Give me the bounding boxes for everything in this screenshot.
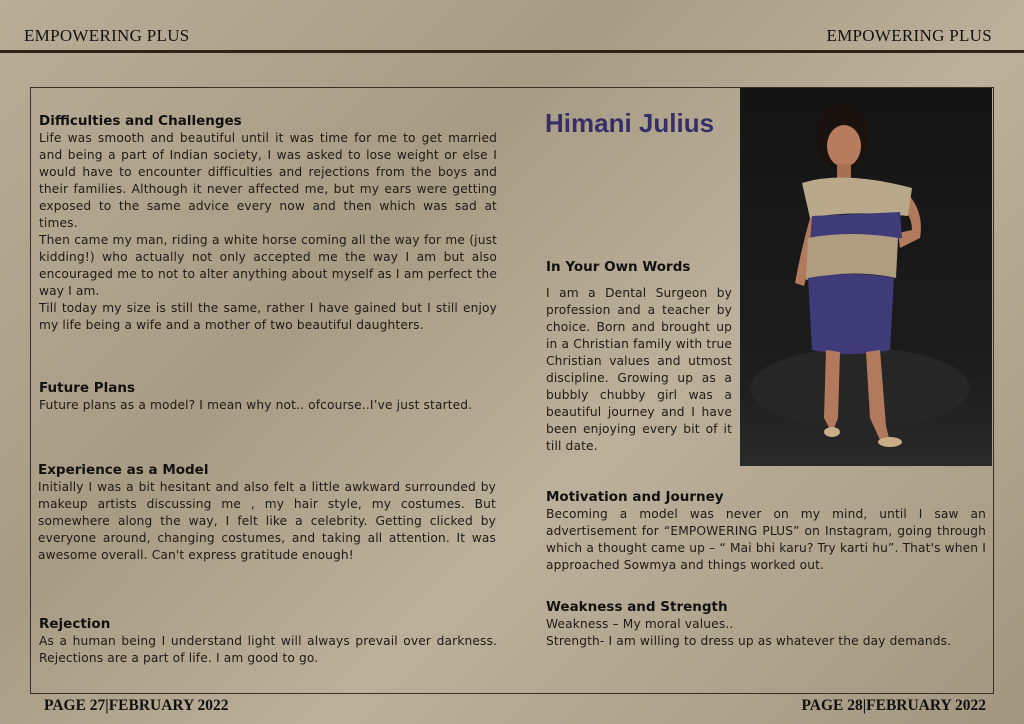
section-experience: [38, 462, 496, 564]
header-right-title: EMPOWERING PLUS: [826, 26, 992, 45]
paragraph: Becoming a model was never on my mind, until I saw an advertisement for “EMPOWERING PLUS” on Instagram, going through which a thought came up – “ Mai bhi karu? Try karti hu”. That's when I approached Sowmya and things worked out.: [546, 507, 986, 572]
section-title: Motivation and Journey: [546, 489, 724, 505]
section-difficulties: [39, 113, 497, 334]
model-name-heading: Himani Julius: [545, 108, 715, 138]
header-rule: [0, 50, 1024, 53]
section-title: In Your Own Words: [546, 259, 691, 275]
paragraph: Weakness – My moral values..: [546, 617, 734, 631]
paragraph: As a human being I understand light will always prevail over darkness. Rejections are a part of life. I am good to go.: [39, 634, 497, 665]
section-future-plans: [39, 380, 497, 414]
paragraph: Initially I was a bit hesitant and also felt a little awkward surrounded by makeup artists discussing me , my hair style, my costumes. But somewhere along the way, I felt like a celebrity. Getting clicked by everyone around, changing costumes, and taking all attention. It was awesome overall. Can't express gratitude enough!: [38, 480, 496, 562]
footer-page-right: PAGE 28|FEBRUARY 2022: [801, 697, 986, 714]
section-title: Rejection: [39, 616, 111, 632]
paragraph: I am a Dental Surgeon by profession and a teacher by choice. Born and brought up in a Christian family with true Christian values and utmost discipline. Growing up as a bubbly chubby girl was a beautiful journey and I have been enjoying every bit of it till date.: [546, 286, 732, 453]
section-motivation: [546, 489, 986, 574]
model-portrait-photo: [740, 88, 992, 466]
paragraph: Life was smooth and beautiful until it was time for me to get married and being a part of Indian society, I was asked to lose weight or else I would have to encounter difficulties and rejections from the boys and their families. Although it never affected me, but my ears were getting exposed to the same advice every now and then which was sad at times.: [39, 131, 497, 230]
footer-page-left: PAGE 27|FEBRUARY 2022: [44, 697, 229, 714]
paragraph: Strength- I am willing to dress up as whatever the day demands.: [546, 634, 952, 648]
section-title: Experience as a Model: [38, 462, 209, 478]
header-left-title: EMPOWERING PLUS: [24, 26, 190, 45]
paragraph: Till today my size is still the same, rather I have gained but I still enjoy my life being a wife and a mother of two beautiful daughters.: [39, 301, 497, 332]
paragraph: Future plans as a model? I mean why not.. ofcourse..I’ve just started.: [39, 398, 473, 412]
section-own-words: [546, 259, 732, 455]
section-title: Future Plans: [39, 380, 136, 396]
section-title: Difficulties and Challenges: [39, 113, 242, 129]
section-rejection: [39, 616, 497, 667]
section-title: Weakness and Strength: [546, 599, 728, 615]
section-weakness-strength: [546, 599, 986, 650]
paragraph: Then came my man, riding a white horse coming all the way for me (just kidding!) who actually not only accepted me the way I am but also encouraged me to not to alter anything about myself as I am perfect the way I am.: [39, 233, 497, 298]
